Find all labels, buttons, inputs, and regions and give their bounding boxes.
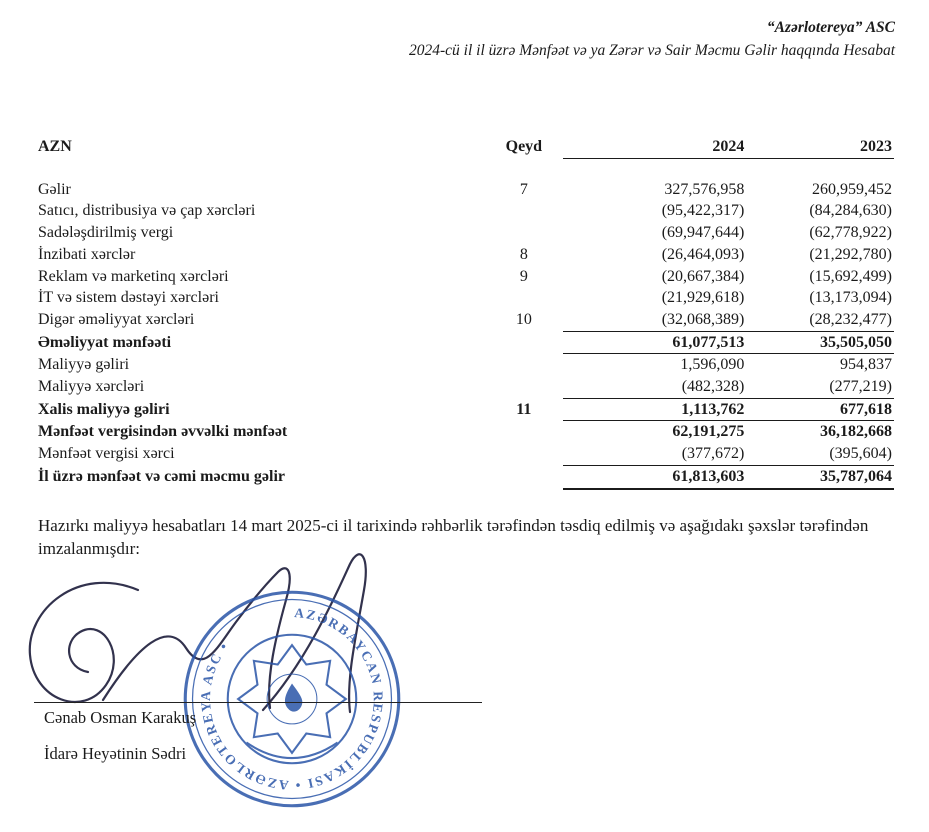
row-label: Reklam və marketinq xərcləri <box>38 267 229 285</box>
row-note <box>485 200 563 222</box>
row-label: Mənfəət vergisi xərci <box>38 445 175 463</box>
row-value-2023: 260,959,452 <box>812 180 892 198</box>
table-row <box>38 266 894 288</box>
row-value-2024: 1,113,762 <box>563 399 747 422</box>
column-note: Qeyd <box>505 138 543 155</box>
row-label: Satıcı, distribusiya və çap xərcləri <box>38 202 256 220</box>
income-statement-table <box>38 136 894 490</box>
row-note <box>485 354 563 376</box>
row-label: Sadələşdirilmiş vergi <box>38 224 174 242</box>
document-header <box>409 16 895 63</box>
row-value-2023: (21,292,780) <box>809 245 892 263</box>
row-value-2024: (21,929,618) <box>661 289 745 307</box>
row-label: Əməliyyat mənfəəti <box>38 333 172 351</box>
table-row <box>38 244 894 266</box>
row-value-2024: 61,813,603 <box>563 466 747 490</box>
row-value-2024: (482,328) <box>563 376 747 399</box>
row-value-2023: (15,692,499) <box>809 267 892 285</box>
approval-statement: Hazırkı maliyyə hesabatları 14 mart 2025-ci il tarixində rəhbərlik tərəfindən təsdiq edilmiş və aşağıdakı şəxslər tərəfindən imzalanmışdır: <box>38 516 869 559</box>
table-row <box>38 354 894 376</box>
table-row-subtotal <box>38 421 894 443</box>
signatory-name: Cənab Osman Karakuş <box>44 708 197 727</box>
row-value-2023: 35,787,064 <box>746 466 894 490</box>
row-note: 8 <box>519 245 528 263</box>
row-value-2024: (20,667,384) <box>661 267 745 285</box>
row-label: İl üzrə mənfəət və cəmi məcmu gəlir <box>38 467 285 485</box>
row-label: Mənfəət vergisindən əvvəlki mənfəət <box>38 423 288 441</box>
row-note: 11 <box>516 400 532 418</box>
column-year-2023: 2023 <box>746 136 894 159</box>
row-value-2023: (84,284,630) <box>809 202 892 220</box>
table-row <box>38 287 894 309</box>
row-label: Maliyyə xərcləri <box>38 378 145 396</box>
row-note <box>485 376 563 399</box>
row-label: Gəlir <box>38 180 71 198</box>
row-value-2024: (26,464,093) <box>661 245 745 263</box>
row-value-2024: (32,068,389) <box>563 309 747 332</box>
row-value-2024: 1,596,090 <box>680 356 745 374</box>
row-note <box>485 332 563 355</box>
row-value-2023: 36,182,668 <box>820 423 892 441</box>
row-note: 10 <box>515 310 532 328</box>
table-row <box>38 309 894 332</box>
row-note <box>485 287 563 309</box>
row-note: 9 <box>519 267 528 285</box>
row-label: İnzibati xərclər <box>38 245 136 263</box>
table-row <box>38 222 894 244</box>
table-row-subtotal <box>38 399 894 422</box>
row-value-2023: (395,604) <box>746 443 894 466</box>
row-value-2024: 327,576,958 <box>664 180 745 198</box>
column-currency: AZN <box>38 138 72 155</box>
row-label: Xalis maliyyə gəliri <box>38 400 170 418</box>
row-value-2023: 677,618 <box>746 399 894 422</box>
row-value-2023: 954,837 <box>840 356 892 374</box>
row-value-2023: (62,778,922) <box>809 224 892 242</box>
table-row <box>38 179 894 201</box>
row-note <box>485 466 563 490</box>
table-row-subtotal <box>38 332 894 355</box>
table-row <box>38 443 894 466</box>
row-value-2024: 61,077,513 <box>563 332 747 355</box>
table-row <box>38 200 894 222</box>
report-title: 2024-cü il il üzrə Mənfəət və ya Zərər və Sair Məcmu Gəlir haqqında Hesabat <box>409 42 895 60</box>
row-label: Maliyyə gəliri <box>38 356 130 374</box>
stamp-ring-text: AZƏRBAYCAN RESPUBLİKASI • AZƏRLOTEREYA ASC • <box>197 605 386 793</box>
row-value-2023: (277,219) <box>746 376 894 399</box>
row-note <box>485 421 563 443</box>
signatory-title: İdarə Heyətinin Sədri <box>44 744 187 763</box>
row-note <box>485 443 563 466</box>
table-row-total <box>38 466 894 490</box>
row-value-2024: (377,672) <box>563 443 747 466</box>
row-value-2023: (13,173,094) <box>809 289 892 307</box>
company-name: “Azərlotereya” ASC <box>766 19 895 36</box>
row-label: Digər əməliyyat xərcləri <box>38 310 195 328</box>
table-row <box>38 376 894 399</box>
table-header-row <box>38 136 894 159</box>
row-value-2023: 35,505,050 <box>746 332 894 355</box>
signature-line <box>34 702 482 703</box>
company-seal-stamp <box>178 585 406 813</box>
column-year-2024: 2024 <box>563 136 747 159</box>
row-note: 7 <box>519 180 528 198</box>
row-note <box>485 222 563 244</box>
row-value-2024: 62,191,275 <box>672 423 745 441</box>
row-value-2024: (69,947,644) <box>661 224 745 242</box>
row-value-2023: (28,232,477) <box>746 309 894 332</box>
row-label: İT və sistem dəstəyi xərcləri <box>38 289 219 307</box>
row-value-2024: (95,422,317) <box>661 202 745 220</box>
